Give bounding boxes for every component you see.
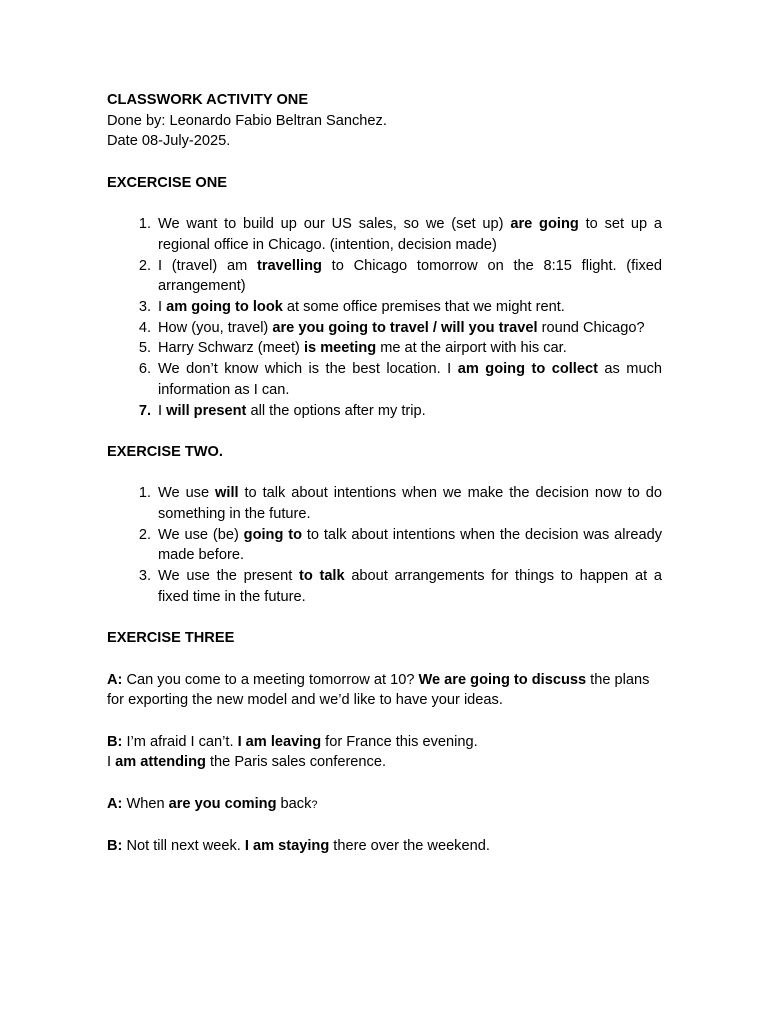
dialogue-block xyxy=(107,670,662,711)
date-line: Date 08-July-2025. xyxy=(107,133,231,150)
list-number: 1. xyxy=(138,485,151,502)
list-number-cell xyxy=(107,338,151,359)
dialogue-line xyxy=(107,670,662,711)
list-number: 6. xyxy=(138,361,151,378)
list-item-text xyxy=(151,401,662,422)
text-segment: We use xyxy=(158,485,216,502)
bold-answer-text: am going to look xyxy=(166,299,283,315)
exercise-one-list xyxy=(107,214,662,421)
bold-answer-text: will xyxy=(215,485,239,502)
text-segment: all the options after my trip. xyxy=(246,402,426,419)
bold-answer-text: are you coming xyxy=(168,795,277,812)
text-segment: I’m afraid I can’t. xyxy=(122,733,238,750)
bold-answer-text: A: xyxy=(107,671,123,688)
list-number: 7. xyxy=(138,402,151,419)
dialogue-block xyxy=(107,732,662,773)
text-segment: round Chicago? xyxy=(537,319,645,336)
list-number-cell xyxy=(107,256,151,297)
list-number-cell xyxy=(107,525,151,566)
list-number-cell xyxy=(107,566,151,607)
list-number: 5. xyxy=(138,340,151,357)
text-segment: as much information as I can. xyxy=(158,361,662,398)
text-segment: about arrangements for things to happen at a fixed time in the future. xyxy=(158,568,662,605)
document-title: CLASSWORK ACTIVITY ONE xyxy=(107,92,309,108)
list-number-cell xyxy=(107,359,151,400)
text-segment: We use (be) xyxy=(158,526,244,543)
list-item-text xyxy=(151,256,662,297)
text-segment: to talk about intentions when the decision was already made before. xyxy=(158,526,663,564)
dialogue-line xyxy=(107,732,662,753)
bold-answer-text: B: xyxy=(107,733,123,750)
text-segment: to talk about intentions when we make the decision now to do something in the future. xyxy=(158,485,662,522)
dialogue-block xyxy=(107,794,662,816)
list-number-cell xyxy=(107,401,151,422)
bold-answer-text: to talk xyxy=(298,568,345,585)
list-number-cell xyxy=(107,297,151,318)
exercise-two-heading: EXERCISE TWO. xyxy=(107,443,223,460)
list-item-text xyxy=(151,525,662,566)
dialogue-line xyxy=(107,752,662,773)
list-item-text xyxy=(151,483,662,524)
text-segment: I (travel) am xyxy=(158,257,258,274)
list-item-text xyxy=(151,297,662,318)
list-number: 2. xyxy=(138,257,151,274)
list-item xyxy=(107,483,662,524)
exercise-one-heading: EXCERCISE ONE xyxy=(107,174,228,191)
list-item xyxy=(107,214,662,255)
text-segment: there over the weekend. xyxy=(329,838,490,855)
text-segment: ? xyxy=(311,798,318,811)
list-number: 3. xyxy=(138,568,151,585)
bold-answer-text: am attending xyxy=(115,754,206,771)
list-item xyxy=(107,297,662,318)
list-number: 2. xyxy=(138,526,151,543)
list-item-text xyxy=(151,338,662,359)
text-segment: at some office premises that we might rent. xyxy=(282,299,565,315)
list-item-text xyxy=(151,566,662,607)
list-item xyxy=(107,525,662,566)
text-segment: I xyxy=(158,402,167,419)
dialogue-line xyxy=(107,836,662,857)
bold-answer-text: is meeting xyxy=(303,340,377,357)
list-item-text xyxy=(151,214,662,255)
text-segment: Can you come to a meeting tomorrow at 10? xyxy=(122,671,419,688)
text-segment: to set up a regional office in Chicago. (intention, decision made) xyxy=(158,216,662,253)
text-segment: back xyxy=(276,795,312,812)
text-segment: me at the airport with his car. xyxy=(376,340,567,357)
text-segment: for France this evening. xyxy=(321,733,478,750)
author-line: Done by: Leonardo Fabio Beltran Sanchez. xyxy=(107,112,387,129)
list-item xyxy=(107,566,662,607)
bold-answer-text: are going xyxy=(510,216,579,233)
text-segment: We don’t know which is the best location. I xyxy=(158,361,458,378)
text-segment: I xyxy=(107,754,116,771)
list-number: 3. xyxy=(138,299,151,315)
list-item-text xyxy=(151,359,662,400)
exercise-three-dialogue xyxy=(107,670,662,857)
list-number-cell xyxy=(107,318,151,339)
list-number-cell xyxy=(107,214,151,255)
document-page xyxy=(107,90,662,857)
bold-answer-text: I am leaving xyxy=(237,733,322,750)
exercise-three-heading: EXERCISE THREE xyxy=(107,630,235,647)
list-number-cell xyxy=(107,483,151,524)
bold-answer-text: B: xyxy=(107,838,123,855)
text-segment: Harry Schwarz (meet) xyxy=(158,340,304,357)
bold-answer-text: will present xyxy=(166,402,247,419)
list-number: 1. xyxy=(138,216,151,233)
list-item xyxy=(107,338,662,359)
exercise-two-list xyxy=(107,483,662,607)
bold-answer-text: We are going to discuss xyxy=(418,671,587,688)
list-item xyxy=(107,318,662,339)
bold-answer-text: are you going to travel / will you travel xyxy=(272,319,538,336)
text-segment: When xyxy=(122,795,169,812)
list-item xyxy=(107,359,662,400)
list-item xyxy=(107,401,662,422)
bold-answer-text: A: xyxy=(107,795,123,812)
bold-answer-text: am going to collect xyxy=(457,361,598,378)
text-segment: the Paris sales conference. xyxy=(205,754,387,771)
dialogue-line xyxy=(107,794,662,816)
text-segment: We use the present xyxy=(158,568,299,585)
list-item-text xyxy=(151,318,662,339)
text-segment: the plans for exporting the new model and we’d like to have your ideas. xyxy=(107,671,650,709)
text-segment: Not till next week. xyxy=(122,838,245,855)
list-number: 4. xyxy=(138,319,151,336)
bold-answer-text: I am staying xyxy=(244,838,330,855)
text-segment: I xyxy=(158,299,167,315)
bold-answer-text: travelling xyxy=(257,257,322,274)
dialogue-block xyxy=(107,836,662,857)
bold-answer-text: going to xyxy=(243,526,302,543)
list-item xyxy=(107,256,662,297)
text-segment: We want to build up our US sales, so we (set up) xyxy=(158,216,511,233)
text-segment: to Chicago tomorrow on the 8:15 flight. (fixed arrangement) xyxy=(158,257,662,295)
text-segment: How (you, travel) xyxy=(158,319,273,336)
